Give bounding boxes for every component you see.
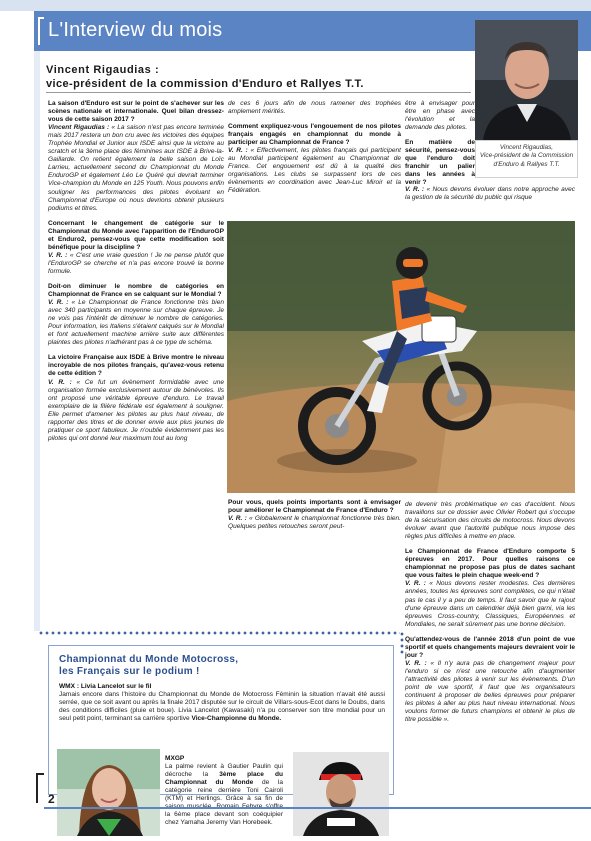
wmx-article	[59, 683, 385, 723]
livia-lancelot-photo	[57, 749, 160, 836]
wmx-highlight: Vice-Championne du Monde.	[191, 715, 282, 723]
dotted-divider-vertical	[400, 631, 404, 655]
mxgp-heading: MXGP	[165, 755, 185, 762]
question: La victoire Française aux ISDE à Brive montre le niveau incroyable de nos pilotes français, qu'avez-vous retenu de cette édition ?	[48, 354, 224, 378]
answer: « Effectivement, les pilotes français qui participent au Mondial participent également au Championnat de France. Cet engouement est dû à la qualité des organisations. Les clubs se surpassent lors de ces évènements en coordination avec Jean-Luc Miroir et la Fédération.	[228, 147, 401, 195]
answer: « Le Championnat de France fonctionne très bien avec 340 participants en moyenne sur chaque épreuve. Je ne vois pas l'intérêt de diminuer le nombre de catégories. Pour information, les Italiens s'étaient calqués sur le Mondial et font actuellement machine arrière suite aux différentes plaintes des pilotes n'adhérant pas à ce type de schéma.	[48, 299, 224, 347]
box-heading	[59, 654, 238, 678]
answer: « La saison n'est pas encore terminée mais 2017 restera un bon cru avec les victoires des équipes Trophée Mondial et Junior aux ISDE ainsi que la victoire au scratch et la 3ème place des féminines aux ISDE à Brive-la-Gaillarde. On retient également la belle saison de Loïc Larrieu, actuellement second du Championnat du Monde EnduroGP et également Léo Le Quéré qui devrait terminer Vice-champion du Monde en 125 Youth. Nous pouvons enfin souligner les performances des pilotes évoluant en Championnat d'Europe où nous devrions obtenir plusieurs podiums et titres.	[48, 124, 224, 212]
side-rule	[34, 51, 40, 631]
mxgp-text-cont: de la catégorie reine derrière Toni Cairoli (KTM) et Herlings. Grâce à sa fin de la 6ème place devant son coéquipier chez Yamaha Jeremy Van Horebeek.	[165, 779, 283, 827]
header-bracket	[38, 17, 44, 45]
answer: « Nous devons rester modestes. Ces dernières années, toutes les épreuves sont complètes, ce qui n'était pas le cas il y a peu de temps. Il faut savoir que le rajout d'une épreuve dans un calendrier déjà bien garni, via les épreuves Cross-country, Classiques, Européennes et Mondiales, ne serait sûrement pas une bonne décision.	[405, 580, 575, 628]
caption-line: Vice-président de la Commission	[479, 152, 574, 160]
mxgp-text: La palme revient à Gautier Paulin qui décroche la	[165, 763, 283, 779]
answer: « Nous devons évoluer dans notre approche avec la gestion de la sécurité du public qui risque	[405, 186, 576, 202]
answer: « Ce fut un évènement formidable avec une organisation formée exclusivement autour de bénévoles. Ils ont proposé une véritable épreuve d'enduro. Le travail exemplaire de la filière fédérale est également à souligner. Elle permet d'amener les pilotes au plus haut niveau, de rapporter des titres et de donner envie aux plus jeunes de pratiquer ce sport fabuleux. Je n'oublie évidemment pas les pilotes qui ont donné leur maximum tout au long	[48, 378, 224, 442]
box-heading-line: Championnat du Monde Motocross,	[59, 654, 239, 665]
box-heading-line: les Français sur le podium !	[59, 666, 200, 677]
paragraph: être à envisager pour être en phase avec l'évolution et la demande des pilotes.	[405, 100, 475, 132]
enduro-rider-photo	[227, 221, 575, 493]
text-column-3-bottom	[405, 501, 575, 731]
headline-rule	[46, 92, 471, 93]
question: Doit-on diminuer le nombre de catégories en Championnat de France en se calquant sur le Mondial ?	[48, 282, 224, 299]
text-column-1	[48, 100, 224, 450]
text-column-2-bottom	[228, 499, 401, 538]
motocross-news-box	[48, 645, 394, 827]
portrait-caption	[475, 140, 578, 178]
paragraph: de devenir très problématique en cas d'accident. Nous travaillons sur ce dossier avec Olivier Robert qui s'occupe de la sécurisation des circuits de motocross. Nous devons évoluer avant que l'autorité publique nous impose des règles plus difficiles à mettre en place.	[405, 501, 575, 541]
section-title: L'Interview du mois	[48, 19, 223, 41]
question: Le Championnat de France d'Enduro comporte 5 épreuves en 2017. Pour quelles raisons ce championnat ne propose pas plus de dates sachant que vous faites le plein chaque week-end ?	[405, 548, 575, 580]
question: En matière de sécurité, pensez-vous que l'enduro doit franchir un palier dans les années à venir ?	[405, 139, 475, 187]
answer-tag: V. R. :	[228, 515, 247, 523]
portrait-photo	[475, 20, 578, 140]
paragraph: de ces 6 jours afin de nous ramener des trophées amplement mérités.	[228, 100, 401, 116]
answer-tag: V. R. :	[405, 580, 426, 588]
interviewee-name: Vincent Rigaudias :	[46, 64, 160, 76]
text-column-3-answer	[405, 186, 575, 209]
answer-tag: V. R. :	[228, 147, 248, 155]
mxgp-highlight: 3ème place du Championnat du Monde	[165, 771, 284, 787]
interview-headline	[46, 64, 471, 90]
answer-tag: Vincent Rigaudias :	[48, 124, 110, 132]
question: Comment expliquez-vous l'engouement de nos pilotes français engagés en championnat du monde à participer au Championnat de France ?	[228, 123, 401, 147]
gautier-paulin-photo	[293, 752, 389, 836]
question: Concernant le changement de catégorie sur le Championnat du Monde avec l'apparition de l'EnduroGP et Enduro2, pensez-vous que cette modification soit bénéfique pour la discipline ?	[48, 219, 224, 251]
answer: « C'est une vraie question ! Je ne pense plutôt que l'EnduroGP se cherche et n'a pas encore trouvé la bonne formule.	[48, 251, 224, 275]
answer: « Globalement le championnat fonctionne très bien. Quelques petites retouches seront peut-	[228, 515, 401, 531]
footer-rule	[44, 807, 591, 809]
caption-line: Vincent Rigaudias,	[499, 144, 554, 151]
question: Qu'attendez-vous de l'année 2018 d'un point de vue sportif et quels changements majeurs devraient voir le jour ?	[405, 635, 575, 659]
answer-tag: V. R. :	[48, 299, 69, 307]
dotted-divider	[38, 631, 400, 635]
wmx-heading: WMX : Livia Lancelot sur le fil	[59, 683, 152, 690]
footer-bracket	[36, 773, 44, 803]
text-column-3	[405, 100, 475, 187]
text-column-2	[228, 100, 401, 203]
mxgp-article	[165, 755, 283, 827]
question: Pour vous, quels points importants sont à envisager pour améliorer le Championnat de France d'Enduro ?	[228, 499, 401, 515]
answer: « Il n'y aura pas de changement majeur pour l'enduro si ce n'est une retouche afin d'augmenter l'attractivité des pilotes à venir sur les évènements. D'un point de vue sportif, il faut que les organisateurs continuent à proposer de belles épreuves pour préparer les pilotes à aller au plus haut niveau international. Nous voulons former de futurs champions et obtenir le plus de titre possible ».	[405, 659, 575, 724]
page-number: 2	[48, 792, 55, 806]
interviewee-role: vice-président de la commission d'Enduro et Rallyes T.T.	[46, 78, 364, 90]
answer-tag: V. R. :	[405, 659, 427, 667]
answer-tag: V. R. :	[405, 186, 425, 193]
caption-line: d'Enduro & Rallyes T.T.	[493, 160, 560, 168]
answer-tag: V. R. :	[48, 251, 68, 259]
answer-tag: V. R. :	[48, 378, 72, 386]
wmx-text: Jamais encore dans l'histoire du Championnat du Monde de Motocross Féminin la situation n'avait été aussi serrée, que ce soit avant ou après la finale 2017 disputée sur le circuit de Villars-sous-Ecot dans le Doubs, dans des conditions difficiles (pluie et boue). Livia Lancelot (Kawasaki) n'a pu conserver son titre mondial pour un seul petit point, terminant sa carrière sportive	[59, 691, 385, 723]
top-band	[0, 0, 591, 11]
question: La saison d'Enduro est sur le point de s'achever sur les scènes nationale et internationale. Quel bilan dressez-vous de cette saison 2017 ?	[48, 100, 224, 124]
